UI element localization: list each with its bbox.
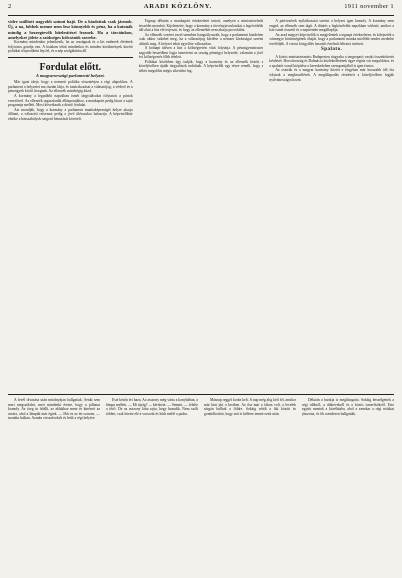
- section-heading: Spalato.: [320, 47, 343, 53]
- feuilleton-column-1: [8, 398, 100, 578]
- article-subtitle: A magyarországi parlamenti helyzet.: [35, 72, 105, 78]
- paragraph: A kormány a legutóbbi napokban ismét tárgyalásokat folytatott a pártok vezetőivel. Az ellenzék ragaszkodik álláspontjához, a munkapárt pedig kitart a saját programja mellett. Most következik a döntő fordulat.: [8, 94, 133, 108]
- paragraph: Politikai körökben úgy tudják, hogy a kormány és az ellenzék között a közeljövőben újabb tárgyalások indulnak. A képviselők egy része reméli, hogy a békés megoldás mégis sikerülni fog.: [138, 59, 264, 74]
- column-2: [139, 19, 264, 391]
- upper-columns: [8, 19, 394, 391]
- paragraph: Este későn ért haza. Az asszony még várta a konyhában, a lámpa mellett. — Mi újság? — kérdezte. — Semmi, — felelte a férfi. De az asszony látta rajta, hogy hazudik. Nem szólt többet, csak letette elé a vacsorát és leült mellé a padra.: [106, 398, 198, 416]
- feuilleton-column-2: [106, 398, 198, 578]
- paragraph: Azt mondják, hogy a kormány a parlament munkaképességét helyre akarja állítani, a választói reformot pedig a jövő ülésszakra halasztja. A képviselőház elnöke a házszabályok szigorú betartását követeli.: [8, 107, 133, 121]
- paragraph: A pártvezérek nyilatkozatai szerint a helyzet igen komoly. A kormány nem enged, az ellenzék sem tágít. A döntés a legközelebbi napokban várható, amikor a ház ismét összeül és a napirendet megállapítja.: [269, 19, 395, 33]
- divider: [8, 57, 133, 58]
- paragraph: A közös minisztertanács Budapesten tárgyalta a tengerparti vasúti összeköttetés kérdését. Horvátország és Dalmácia közlekedésének ügye régóta vár megoldásra, és a spalatói vonal kiépítése a kereskedelem szempontjából is igen fontos.: [269, 54, 395, 68]
- paragraph: Délután a barátja is meglátogatta. Sokáig beszélgettek a régi időkről, a diákévekről és a közös ismerősökről. Este együtt mentek a kávéházba, ahol a zenekar a régi nótákat játszotta, és ők csendesen hallgatták.: [302, 398, 394, 416]
- lead-paragraph: vidre szálltott nagyobb számú hajó. De a kiadottak csak jármok. Új, a na, lobbek menne nem lesz könnyebb és pénz, ha a katonák mindig a bezzegtevők hitelesitései lesznek. Ha a tárcáinkon, amelyeket jólete a szükséges kölcsönök szerebe.: [8, 19, 133, 40]
- page-number: 2: [8, 3, 12, 10]
- paragraph: Az osztrák és a magyar kormány között e tárgyban már hosszabb idő óta folynak a megbeszélések. A megállapodás részleteit a közeljövőben fogják nyilvánosságra hozni.: [269, 68, 395, 82]
- paragraph: Másnap reggel korán kelt. A nap még alig kelt fel, amikor már kint járt a kertben. Az ősz már a fákon volt, a levelek sárgán hulltak a földre. Sokáig sétált a fák között és gondolkodott, hogy mit is kellene tennie ezek után.: [204, 398, 296, 416]
- newspaper-title: ARADI KÖZLÖNY.: [143, 3, 213, 10]
- column-1: [8, 19, 133, 391]
- article-title: Fordulat előtt.: [39, 61, 102, 73]
- paragraph: Tegnap délután a munkapárt értekezletet tartott, amelyen a miniszterelnök beszédet mondott. Kijelentette, hogy a kormány a törvényjavaslatokat a legrövidebb idő alatt a ház elé terjeszti, és hogy az ellenzéket nem akarja provokálni.: [138, 19, 264, 33]
- article-body: Kormány mindenkor jelentkezik, ha az országnak és a kis emberek életének folytonos gondja van. A hatalom tehát mindenkor és minden körülmények között politikai tényezőként lép fel, és a nép szolgálatára áll.: [8, 40, 133, 54]
- paragraph: Az arad megyei képviselők is megjelentek a tegnapi értekezleten, és kifejezték a vármegye közönségének óhaját, hogy a parlamenti munka mielőbb rendes mederbe terelődjék. A városi közgyűlés hasonló értelmű feliratot intézett.: [269, 32, 395, 46]
- column-3: [269, 19, 394, 391]
- paragraph: A holnapi ülésen a ház a költségvetési vitát folytatja. A pénzügyminiszter nagyobb beszédben fogja ismertetni az ország pénzügyi helyzetét, valamint a jövő évi költségvetés főbb tételeit.: [138, 46, 264, 60]
- feuilleton-column-3: [204, 398, 296, 578]
- paragraph: Az ellenzék vezérei ezzel szemben hangsúlyozzák, hogy a parlamenti küzdelem csak akkor szűnhet meg, ha a választójog kérdése a nemzet kívánságai szerint oldatik meg. A helyzet tehát egyelőre változatlan.: [138, 32, 264, 46]
- feuilleton-column-4: [302, 398, 394, 578]
- feuilleton-section: [8, 394, 394, 578]
- paragraph: A levél olvasása után mindnyájan hallgattak. Senki sem mert megszólalni, mert mindenki érezte, hogy a pillanat komoly. Az öreg úr felállt, az ablakhoz ment és kinézett az utcára, ahol a lámpák már égtek. — Hát ez az én sorsom, — mondta halkan. Azután visszafordult és leült a régi helyére.: [8, 398, 100, 421]
- paragraph: Már igazi ideje, hogy a nemzeti politika visszatérjen a régi alapokhoz. A parlament a helyzetet ma tisztán látja, és tanácskozásai a választójog, a véderő és a pénzügyek körül forognak. Az ellenzék mindvégig küzd.: [8, 80, 133, 94]
- page-header: [8, 3, 394, 16]
- issue-date: 1911 november 1: [344, 3, 394, 10]
